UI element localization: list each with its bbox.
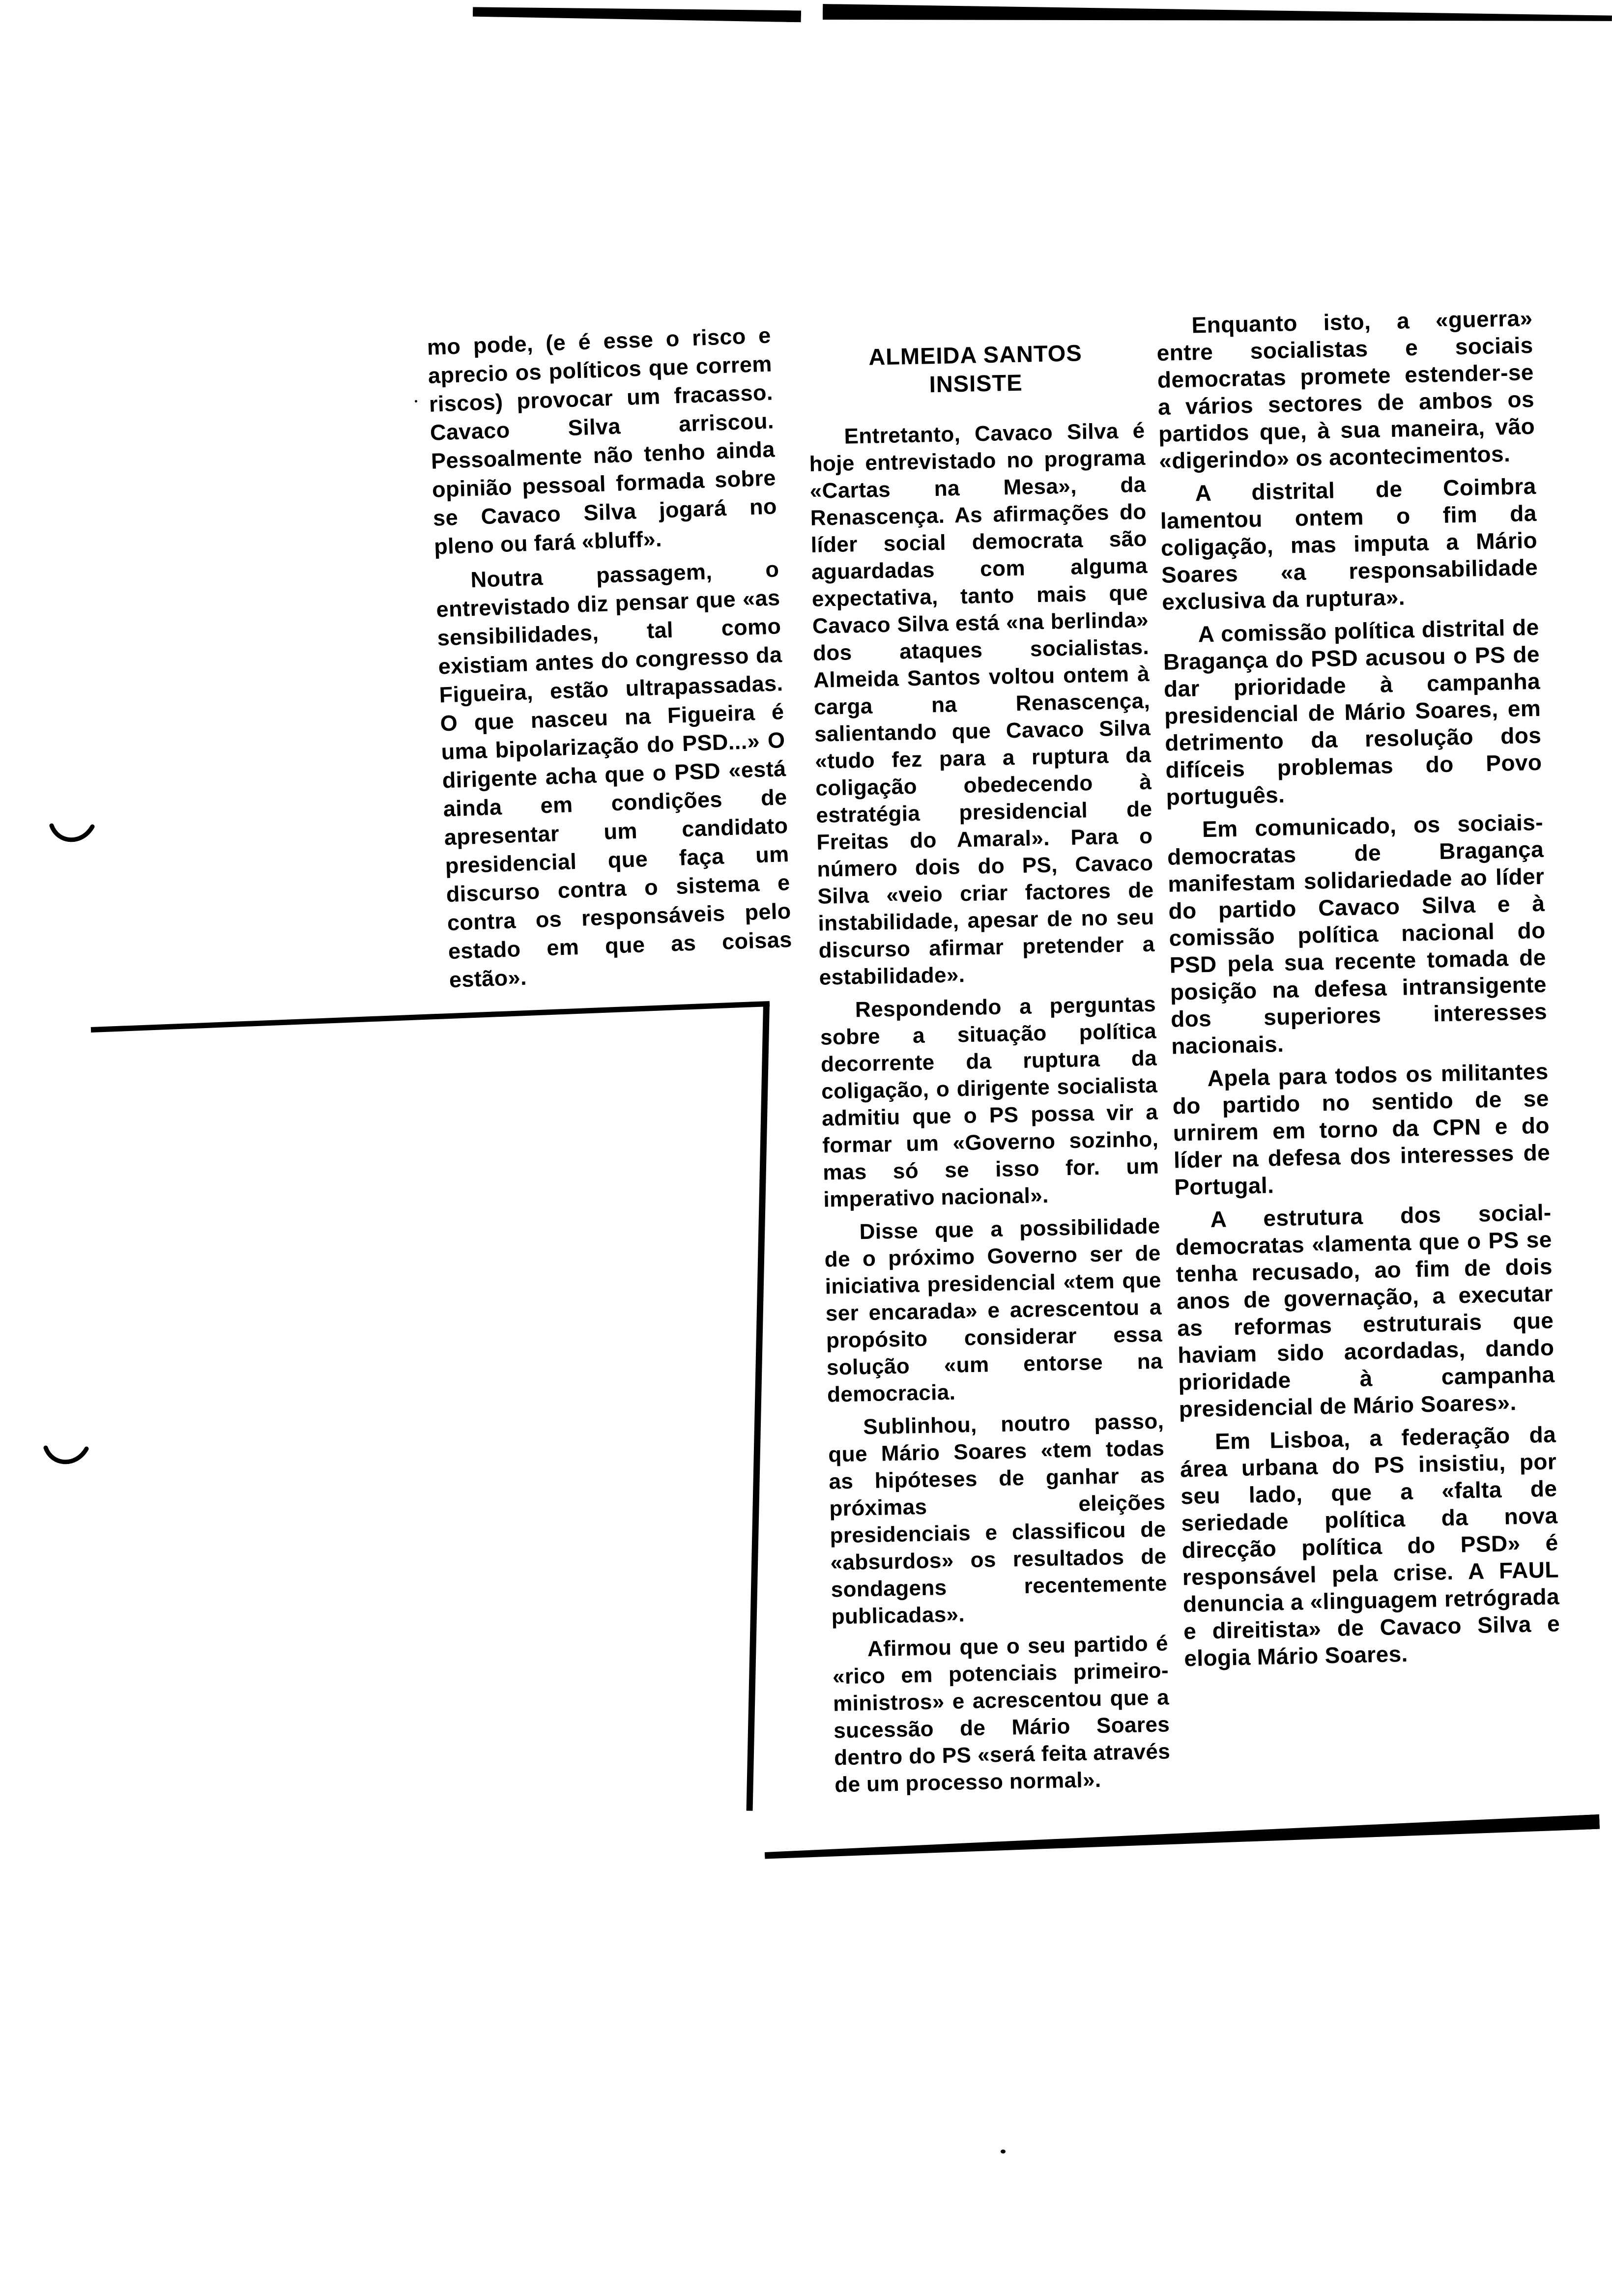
paragraph: Disse que a possibilidade de o próximo Governo ser de iniciativa presidencial «tem que ser encarada» e acrescentou a propósito considerar essa solução «um entorse na democracia. bbox=[824, 1214, 1163, 1407]
paragraph: Afirmou que o seu partido é «rico em potenciais primeiro-ministros» e acrescentou que a sucessão de Mário Soares dentro do PS «será feita através de um processo normal». bbox=[832, 1631, 1171, 1797]
article-heading: ALMEIDA SANTOS INSISTE bbox=[868, 340, 1083, 398]
paragraph: Respondendo a perguntas sobre a situação política decorrente da ruptura da coligação, o dirigente socialista admitiu que o PS possa vir a formar um «Governo sozinho, mas só se isso for. um imperativo nacional». bbox=[820, 992, 1159, 1212]
ink-speck bbox=[1001, 2150, 1006, 2153]
paragraph: Enquanto isto, a «guerra» entre socialistas e sociais democratas promete estender-se a vários sectores de ambos os partidos que, à sua maneira, vão «digerindo» os acontecimentos. bbox=[1156, 305, 1535, 474]
paragraph: mo pode, (e é esse o risco e aprecio os políticos que correm riscos) provocar um fracasso. Cavaco Silva arriscou. Pessoalmente não tenho ainda opinião pessoal formada sobre se Cavaco Silva jogará no pleno ou fará «bluff». bbox=[427, 322, 777, 559]
paragraph: Em comunicado, os sociais-democratas de Bragança manifestam solidariedade ao líder do partido Cavaco Silva e à comissão política nacional do PSD pela sua recente tomada de posição na defesa intransigente dos superiores interesses nacionais. bbox=[1167, 809, 1548, 1059]
paragraph: Noutra passagem, o entrevistado diz pensar que «as sensibilidades, tal como existiam antes do congresso da Figueira, estão ultrapassadas. O que nasceu na Figueira é uma bipolarização do PSD...» O dirigente acha que o PSD «está ainda em condições de apresentar um candidato presidencial que faça um discurso contra o sistema e contra os responsáveis pelo estado em que as coisas estão». bbox=[435, 556, 793, 993]
paragraph: Em Lisboa, a federação da área urbana do PS insistiu, por seu lado, que a «falta de seriedade política da nova direcção política do PSD» é responsável pela crise. A FAUL denuncia a «linguagem retrógrada e direitista» de Cavaco Silva e elogia Mário Soares. bbox=[1180, 1421, 1560, 1671]
paragraph: A estrutura dos social-democratas «lamenta que o PS se tenha recusado, ao fim de dois anos de governação, a executar as reformas estruturais que haviam sido acordadas, dando prioridade à campanha presidencial de Mário Soares». bbox=[1175, 1199, 1555, 1422]
top-rule-right bbox=[823, 4, 1612, 27]
bottom-rule bbox=[764, 1814, 1600, 1863]
article-column-3 bbox=[1156, 305, 1561, 1678]
paragraph: A distrital de Coimbra lamentou ontem o fim da coligação, mas imputa a Mário Soares «a responsabilidade exclusiva da ruptura». bbox=[1160, 473, 1538, 615]
ink-speck bbox=[415, 400, 417, 402]
paragraph: Entretanto, Cavaco Silva é hoje entrevistado no programa «Cartas na Mesa», da Renascença. As afirmações do líder social democrata são aguardadas com alguma expectativa, tanto mais que Cavaco Silva está «na berlinda» dos ataques socialistas. Almeida Santos voltou ontem à carga na Renascença, salientando que Cavaco Silva «tudo fez para a ruptura da coligação obedecendo à estratégia presidencial de Freitas do Amaral». Para o número dois do PS, Cavaco Silva «veio criar factores de instabilidade, apesar de no seu discurso afirmar pretender a estabilidade». bbox=[809, 418, 1155, 990]
top-rule-left bbox=[473, 6, 801, 22]
pen-check-mark-icon bbox=[49, 822, 96, 847]
article-column-1 bbox=[427, 321, 794, 1001]
article-column-2 bbox=[807, 338, 1171, 1805]
paragraph: Sublinhou, noutro passo, que Mário Soares «tem todas as hipóteses de ganhar as próximas eleições presidenciais e classificou de «absurdos» os resultados de sondagens recentemente publicadas». bbox=[828, 1409, 1168, 1629]
paragraph: A comissão política distrital de Bragança do PSD acusou o PS de dar prioridade à campanha presidencial de Mário Soares, em detrimento da resolução dos difíceis problemas do Povo português. bbox=[1163, 614, 1542, 810]
column1-box-bottom-border bbox=[91, 1001, 770, 1033]
column1-box-right-border bbox=[747, 1003, 770, 1811]
paragraph: Apela para todos os militantes do partido no sentido de se urnirem em torno da CPN e do líder na defesa dos interesses de Portugal. bbox=[1172, 1058, 1551, 1200]
pen-check-mark-icon bbox=[43, 1444, 90, 1469]
